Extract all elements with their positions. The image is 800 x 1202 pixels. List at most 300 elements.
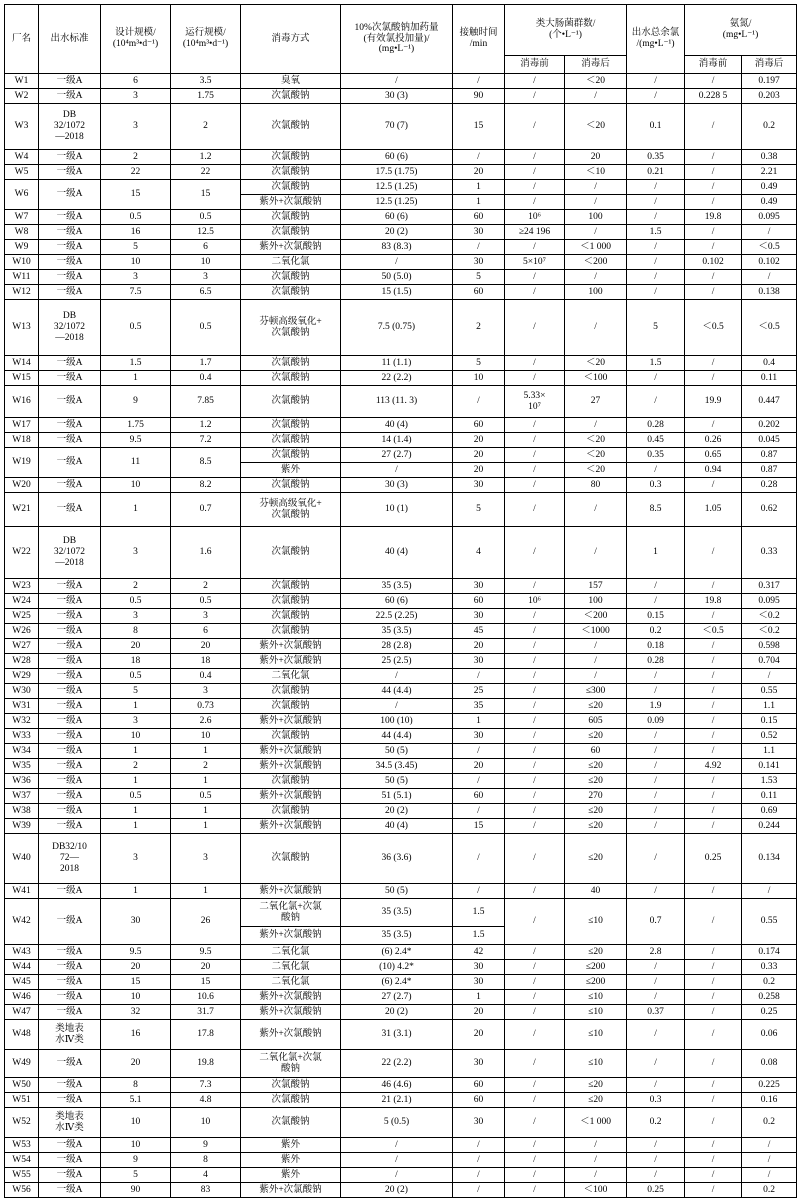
cell-coliform-after: ≤20 bbox=[565, 1093, 627, 1108]
cell-operating-scale: 0.5 bbox=[171, 594, 241, 609]
cell-operating-scale: 3 bbox=[171, 834, 241, 884]
cell-contact-time: / bbox=[453, 669, 505, 684]
cell-residual-chlorine: 1 bbox=[627, 527, 685, 579]
cell-disinfection-method: 次氯酸钠 bbox=[241, 448, 341, 463]
cell-design-scale: 20 bbox=[101, 960, 171, 975]
cell-plant: W32 bbox=[5, 714, 39, 729]
cell-operating-scale: 17.8 bbox=[171, 1020, 241, 1050]
cell-coliform-before: / bbox=[505, 493, 565, 527]
cell-contact-time: 1.5 bbox=[453, 899, 505, 927]
cell-design-scale: 8 bbox=[101, 624, 171, 639]
cell-disinfection-method: 紫外 bbox=[241, 1138, 341, 1153]
cell-plant: W16 bbox=[5, 386, 39, 418]
table-header-row bbox=[5, 5, 797, 56]
cell-standard: 一级A bbox=[39, 639, 101, 654]
cell-residual-chlorine: / bbox=[627, 240, 685, 255]
cell-contact-time: 90 bbox=[453, 89, 505, 104]
cell-ammonia-before: / bbox=[685, 774, 742, 789]
cell-contact-time: 25 bbox=[453, 684, 505, 699]
cell-coliform-before: ≥24 196 bbox=[505, 225, 565, 240]
cell-dosage: / bbox=[341, 699, 453, 714]
cell-ammonia-after: 0.598 bbox=[742, 639, 797, 654]
cell-contact-time: 30 bbox=[453, 225, 505, 240]
cell-residual-chlorine: / bbox=[627, 386, 685, 418]
cell-dosage: 11 (1.1) bbox=[341, 356, 453, 371]
header-design-scale-unit: (10⁴m³•d⁻¹) bbox=[112, 39, 159, 49]
cell-dosage: 40 (4) bbox=[341, 819, 453, 834]
cell-coliform-before: / bbox=[505, 1108, 565, 1138]
cell-disinfection-method: 次氯酸钠 bbox=[241, 478, 341, 493]
cell-standard: 一级A bbox=[39, 744, 101, 759]
cell-standard: 一级A bbox=[39, 1153, 101, 1168]
cell-ammonia-after: 2.21 bbox=[742, 165, 797, 180]
cell-design-scale: 6 bbox=[101, 74, 171, 89]
cell-coliform-before: / bbox=[505, 240, 565, 255]
cell-operating-scale: 10.6 bbox=[171, 990, 241, 1005]
cell-standard: DB 32/1072 —2018 bbox=[39, 527, 101, 579]
cell-dosage: 34.5 (3.45) bbox=[341, 759, 453, 774]
cell-operating-scale: 7.2 bbox=[171, 433, 241, 448]
table-row bbox=[5, 89, 797, 104]
cell-coliform-before: / bbox=[505, 609, 565, 624]
cell-residual-chlorine: / bbox=[627, 960, 685, 975]
cell-disinfection-method: 芬顿高级氧化+ 次氯酸钠 bbox=[241, 300, 341, 356]
cell-contact-time: 1 bbox=[453, 714, 505, 729]
cell-ammonia-before: / bbox=[685, 744, 742, 759]
cell-ammonia-before: / bbox=[685, 654, 742, 669]
cell-ammonia-after: 0.102 bbox=[742, 255, 797, 270]
cell-coliform-after: ＜20 bbox=[565, 356, 627, 371]
cell-standard: DB32/10 72— 2018 bbox=[39, 834, 101, 884]
cell-plant: W23 bbox=[5, 579, 39, 594]
cell-coliform-after: ＜1 000 bbox=[565, 240, 627, 255]
cell-coliform-before: / bbox=[505, 774, 565, 789]
cell-coliform-after: / bbox=[565, 493, 627, 527]
cell-coliform-after: ≤10 bbox=[565, 990, 627, 1005]
cell-coliform-before: 10⁶ bbox=[505, 210, 565, 225]
cell-dosage: 50 (5) bbox=[341, 884, 453, 899]
cell-plant: W9 bbox=[5, 240, 39, 255]
cell-plant: W53 bbox=[5, 1138, 39, 1153]
cell-operating-scale: 31.7 bbox=[171, 1005, 241, 1020]
table-row bbox=[5, 774, 797, 789]
cell-residual-chlorine: / bbox=[627, 74, 685, 89]
header-ammonia-before: 消毒前 bbox=[685, 56, 742, 74]
table-row bbox=[5, 150, 797, 165]
cell-design-scale: 1 bbox=[101, 699, 171, 714]
cell-plant: W52 bbox=[5, 1108, 39, 1138]
cell-residual-chlorine: / bbox=[627, 684, 685, 699]
cell-ammonia-before: / bbox=[685, 165, 742, 180]
cell-dosage: 46 (4.6) bbox=[341, 1078, 453, 1093]
cell-residual-chlorine: / bbox=[627, 759, 685, 774]
cell-residual-chlorine: 0.7 bbox=[627, 899, 685, 945]
cell-residual-chlorine: 0.18 bbox=[627, 639, 685, 654]
cell-plant: W1 bbox=[5, 74, 39, 89]
cell-dosage: 35 (3.5) bbox=[341, 579, 453, 594]
cell-ammonia-after: 0.33 bbox=[742, 960, 797, 975]
cell-ammonia-before: / bbox=[685, 74, 742, 89]
cell-plant: W25 bbox=[5, 609, 39, 624]
cell-disinfection-method: 次氯酸钠 bbox=[241, 270, 341, 285]
cell-design-scale: 3 bbox=[101, 714, 171, 729]
cell-standard: 一级A bbox=[39, 1005, 101, 1020]
cell-contact-time: / bbox=[453, 804, 505, 819]
cell-dosage: 60 (6) bbox=[341, 210, 453, 225]
table-row bbox=[5, 1050, 797, 1078]
cell-ammonia-after: 1.53 bbox=[742, 774, 797, 789]
cell-design-scale: 7.5 bbox=[101, 285, 171, 300]
table-row bbox=[5, 834, 797, 884]
cell-contact-time: 20 bbox=[453, 1020, 505, 1050]
cell-plant: W49 bbox=[5, 1050, 39, 1078]
cell-contact-time: 60 bbox=[453, 285, 505, 300]
cell-design-scale: 16 bbox=[101, 225, 171, 240]
cell-ammonia-before: 0.228 5 bbox=[685, 89, 742, 104]
cell-residual-chlorine: / bbox=[627, 789, 685, 804]
cell-coliform-after: ≤300 bbox=[565, 684, 627, 699]
cell-residual-chlorine: / bbox=[627, 463, 685, 478]
cell-ammonia-after: 0.49 bbox=[742, 195, 797, 210]
table-row bbox=[5, 386, 797, 418]
cell-operating-scale: 1.75 bbox=[171, 89, 241, 104]
cell-standard: 一级A bbox=[39, 1093, 101, 1108]
cell-ammonia-after: 0.258 bbox=[742, 990, 797, 1005]
header-contact-line2: /min bbox=[469, 39, 488, 49]
table-row bbox=[5, 639, 797, 654]
cell-standard: 一级A bbox=[39, 74, 101, 89]
cell-contact-time: / bbox=[453, 1168, 505, 1183]
cell-contact-time: 30 bbox=[453, 609, 505, 624]
cell-design-scale: 30 bbox=[101, 899, 171, 945]
cell-ammonia-before: / bbox=[685, 1153, 742, 1168]
cell-ammonia-after: 0.28 bbox=[742, 478, 797, 493]
cell-operating-scale: 8 bbox=[171, 1153, 241, 1168]
cell-contact-time: / bbox=[453, 1138, 505, 1153]
cell-coliform-before: / bbox=[505, 1138, 565, 1153]
cell-coliform-before: / bbox=[505, 819, 565, 834]
header-disinfection-method: 消毒方式 bbox=[241, 5, 341, 74]
cell-ammonia-after: 1.1 bbox=[742, 744, 797, 759]
table-row bbox=[5, 899, 797, 927]
cell-disinfection-method: 次氯酸钠 bbox=[241, 774, 341, 789]
cell-dosage: 30 (3) bbox=[341, 478, 453, 493]
cell-contact-time: 20 bbox=[453, 1005, 505, 1020]
table-body bbox=[5, 74, 797, 1198]
cell-plant: W7 bbox=[5, 210, 39, 225]
cell-contact-time: 30 bbox=[453, 654, 505, 669]
cell-design-scale: 0.5 bbox=[101, 594, 171, 609]
cell-operating-scale: 10 bbox=[171, 1108, 241, 1138]
cell-plant: W50 bbox=[5, 1078, 39, 1093]
cell-disinfection-method: 二氧化氯 bbox=[241, 945, 341, 960]
cell-disinfection-method: 紫外+次氯酸钠 bbox=[241, 240, 341, 255]
cell-coliform-before: / bbox=[505, 448, 565, 463]
cell-residual-chlorine: / bbox=[627, 1153, 685, 1168]
cell-disinfection-method: 次氯酸钠 bbox=[241, 180, 341, 195]
cell-coliform-after: / bbox=[565, 669, 627, 684]
cell-standard: 一级A bbox=[39, 150, 101, 165]
cell-ammonia-before: / bbox=[685, 579, 742, 594]
cell-standard: 一级A bbox=[39, 418, 101, 433]
cell-contact-time: 1 bbox=[453, 990, 505, 1005]
cell-residual-chlorine: / bbox=[627, 579, 685, 594]
cell-coliform-before: / bbox=[505, 74, 565, 89]
cell-ammonia-after: 0.06 bbox=[742, 1020, 797, 1050]
cell-coliform-before: / bbox=[505, 1050, 565, 1078]
cell-disinfection-method: 紫外+次氯酸钠 bbox=[241, 819, 341, 834]
cell-residual-chlorine: / bbox=[627, 744, 685, 759]
cell-design-scale: 1 bbox=[101, 493, 171, 527]
cell-design-scale: 9 bbox=[101, 386, 171, 418]
cell-coliform-before: / bbox=[505, 699, 565, 714]
cell-dosage: 15 (1.5) bbox=[341, 285, 453, 300]
cell-contact-time: 30 bbox=[453, 975, 505, 990]
header-coliform-line2: (个•L⁻¹) bbox=[549, 30, 582, 40]
header-contact-line1: 接触时间 bbox=[459, 28, 498, 39]
cell-coliform-after: / bbox=[565, 300, 627, 356]
cell-coliform-before: / bbox=[505, 1078, 565, 1093]
cell-standard: 一级A bbox=[39, 990, 101, 1005]
table-row bbox=[5, 448, 797, 463]
cell-standard: 一级A bbox=[39, 433, 101, 448]
cell-dosage: 17.5 (1.75) bbox=[341, 165, 453, 180]
cell-disinfection-method: 次氯酸钠 bbox=[241, 165, 341, 180]
cell-contact-time: 60 bbox=[453, 210, 505, 225]
cell-ammonia-before: / bbox=[685, 960, 742, 975]
cell-coliform-before: / bbox=[505, 1153, 565, 1168]
cell-ammonia-after: 0.38 bbox=[742, 150, 797, 165]
table-row bbox=[5, 285, 797, 300]
table-row bbox=[5, 884, 797, 899]
cell-ammonia-before: / bbox=[685, 180, 742, 195]
cell-residual-chlorine: 5 bbox=[627, 300, 685, 356]
cell-coliform-after: ＜20 bbox=[565, 104, 627, 150]
cell-standard: 类地表 水Ⅳ类 bbox=[39, 1108, 101, 1138]
header-operating-scale bbox=[171, 5, 241, 74]
cell-disinfection-method: 次氯酸钠 bbox=[241, 356, 341, 371]
cell-operating-scale: 4 bbox=[171, 1168, 241, 1183]
header-plant: 厂名 bbox=[5, 5, 39, 74]
cell-plant: W6 bbox=[5, 180, 39, 210]
cell-contact-time: / bbox=[453, 386, 505, 418]
cell-residual-chlorine: / bbox=[627, 834, 685, 884]
cell-ammonia-before: / bbox=[685, 1050, 742, 1078]
cell-residual-chlorine: / bbox=[627, 1138, 685, 1153]
cell-plant: W55 bbox=[5, 1168, 39, 1183]
cell-standard: 一级A bbox=[39, 609, 101, 624]
cell-operating-scale: 6.5 bbox=[171, 285, 241, 300]
cell-residual-chlorine: / bbox=[627, 990, 685, 1005]
cell-residual-chlorine: / bbox=[627, 884, 685, 899]
table-row bbox=[5, 165, 797, 180]
cell-dosage: 35 (3.5) bbox=[341, 624, 453, 639]
cell-operating-scale: 0.5 bbox=[171, 300, 241, 356]
cell-dosage: 36 (3.6) bbox=[341, 834, 453, 884]
cell-operating-scale: 1.2 bbox=[171, 150, 241, 165]
cell-disinfection-method: 次氯酸钠 bbox=[241, 527, 341, 579]
cell-plant: W31 bbox=[5, 699, 39, 714]
cell-contact-time: 20 bbox=[453, 448, 505, 463]
cell-dosage: (10) 4.2* bbox=[341, 960, 453, 975]
cell-plant: W36 bbox=[5, 774, 39, 789]
cell-contact-time: 1 bbox=[453, 195, 505, 210]
cell-coliform-after: / bbox=[565, 270, 627, 285]
cell-disinfection-method: 二氧化氯 bbox=[241, 975, 341, 990]
cell-ammonia-before: / bbox=[685, 714, 742, 729]
table-row bbox=[5, 729, 797, 744]
header-ammonia-line1: 氨氮/ bbox=[729, 19, 752, 30]
cell-dosage: 27 (2.7) bbox=[341, 448, 453, 463]
cell-ammonia-after: 0.202 bbox=[742, 418, 797, 433]
cell-coliform-after: ≤20 bbox=[565, 759, 627, 774]
cell-plant: W5 bbox=[5, 165, 39, 180]
cell-dosage: 7.5 (0.75) bbox=[341, 300, 453, 356]
cell-residual-chlorine: / bbox=[627, 819, 685, 834]
cell-coliform-after: ＜100 bbox=[565, 1183, 627, 1198]
cell-operating-scale: 15 bbox=[171, 975, 241, 990]
cell-coliform-after: / bbox=[565, 1138, 627, 1153]
cell-standard: DB 32/1072 —2018 bbox=[39, 104, 101, 150]
cell-coliform-after: / bbox=[565, 180, 627, 195]
cell-residual-chlorine: / bbox=[627, 774, 685, 789]
cell-ammonia-after: / bbox=[742, 1153, 797, 1168]
cell-operating-scale: 26 bbox=[171, 899, 241, 945]
cell-design-scale: 9 bbox=[101, 1153, 171, 1168]
cell-operating-scale: 0.5 bbox=[171, 789, 241, 804]
cell-residual-chlorine: / bbox=[627, 729, 685, 744]
cell-coliform-after: 60 bbox=[565, 744, 627, 759]
cell-design-scale: 9.5 bbox=[101, 433, 171, 448]
table-row bbox=[5, 975, 797, 990]
cell-plant: W35 bbox=[5, 759, 39, 774]
cell-residual-chlorine: / bbox=[627, 669, 685, 684]
cell-coliform-after: 100 bbox=[565, 285, 627, 300]
cell-plant: W3 bbox=[5, 104, 39, 150]
cell-contact-time: 5 bbox=[453, 270, 505, 285]
cell-disinfection-method: 次氯酸钠 bbox=[241, 371, 341, 386]
cell-standard: DB 32/1072 —2018 bbox=[39, 300, 101, 356]
cell-coliform-after: 100 bbox=[565, 594, 627, 609]
cell-standard: 一级A bbox=[39, 774, 101, 789]
cell-contact-time: 15 bbox=[453, 819, 505, 834]
cell-coliform-before: / bbox=[505, 714, 565, 729]
cell-coliform-before: / bbox=[505, 1020, 565, 1050]
cell-coliform-before: / bbox=[505, 165, 565, 180]
cell-standard: 一级A bbox=[39, 579, 101, 594]
cell-residual-chlorine: 0.35 bbox=[627, 448, 685, 463]
cell-residual-chlorine: / bbox=[627, 195, 685, 210]
cell-coliform-before: / bbox=[505, 624, 565, 639]
cell-plant: W8 bbox=[5, 225, 39, 240]
cell-coliform-after: ≤20 bbox=[565, 1078, 627, 1093]
cell-residual-chlorine: 0.15 bbox=[627, 609, 685, 624]
cell-disinfection-method: 次氯酸钠 bbox=[241, 729, 341, 744]
cell-ammonia-before: / bbox=[685, 899, 742, 945]
cell-disinfection-method: 次氯酸钠 bbox=[241, 433, 341, 448]
cell-ammonia-before: 0.65 bbox=[685, 448, 742, 463]
cell-design-scale: 1 bbox=[101, 819, 171, 834]
cell-disinfection-method: 紫外+次氯酸钠 bbox=[241, 654, 341, 669]
cell-contact-time: 35 bbox=[453, 699, 505, 714]
cell-coliform-after: ≤10 bbox=[565, 1050, 627, 1078]
cell-disinfection-method: 二氧化氯 bbox=[241, 960, 341, 975]
cell-dosage: 20 (2) bbox=[341, 225, 453, 240]
cell-ammonia-before: / bbox=[685, 990, 742, 1005]
cell-disinfection-method: 二氧化氯+次氯 酸钠 bbox=[241, 899, 341, 927]
cell-dosage: 50 (5.0) bbox=[341, 270, 453, 285]
cell-plant: W26 bbox=[5, 624, 39, 639]
cell-disinfection-method: 次氯酸钠 bbox=[241, 386, 341, 418]
table-row bbox=[5, 990, 797, 1005]
cell-ammonia-before: / bbox=[685, 240, 742, 255]
cell-contact-time: 5 bbox=[453, 356, 505, 371]
cell-disinfection-method: 次氯酸钠 bbox=[241, 418, 341, 433]
cell-contact-time: / bbox=[453, 1153, 505, 1168]
cell-design-scale: 0.5 bbox=[101, 669, 171, 684]
cell-dosage: / bbox=[341, 1138, 453, 1153]
cell-ammonia-before: / bbox=[685, 684, 742, 699]
table-row bbox=[5, 493, 797, 527]
cell-ammonia-after: 0.317 bbox=[742, 579, 797, 594]
cell-design-scale: 3 bbox=[101, 527, 171, 579]
cell-dosage: 22.5 (2.25) bbox=[341, 609, 453, 624]
cell-coliform-after: / bbox=[565, 654, 627, 669]
cell-operating-scale: 2 bbox=[171, 104, 241, 150]
cell-residual-chlorine: / bbox=[627, 1020, 685, 1050]
cell-standard: 一级A bbox=[39, 1183, 101, 1198]
cell-plant: W22 bbox=[5, 527, 39, 579]
cell-ammonia-after: 0.2 bbox=[742, 1108, 797, 1138]
cell-ammonia-before: / bbox=[685, 270, 742, 285]
table-row bbox=[5, 418, 797, 433]
cell-coliform-before: / bbox=[505, 356, 565, 371]
cell-residual-chlorine: 0.2 bbox=[627, 624, 685, 639]
cell-dosage: / bbox=[341, 463, 453, 478]
cell-operating-scale: 9.5 bbox=[171, 945, 241, 960]
cell-contact-time: 1.5 bbox=[453, 927, 505, 945]
table-row bbox=[5, 255, 797, 270]
cell-residual-chlorine: 0.25 bbox=[627, 1183, 685, 1198]
cell-disinfection-method: 次氯酸钠 bbox=[241, 89, 341, 104]
table-row bbox=[5, 371, 797, 386]
cell-coliform-before: / bbox=[505, 270, 565, 285]
cell-coliform-before: / bbox=[505, 1005, 565, 1020]
header-design-scale-line1: 设计规模/ bbox=[115, 28, 156, 39]
cell-standard: 一级A bbox=[39, 1050, 101, 1078]
cell-plant: W42 bbox=[5, 899, 39, 945]
table-row bbox=[5, 1093, 797, 1108]
cell-ammonia-before: 0.102 bbox=[685, 255, 742, 270]
cell-design-scale: 20 bbox=[101, 639, 171, 654]
cell-residual-chlorine: 1.9 bbox=[627, 699, 685, 714]
cell-ammonia-after: 0.095 bbox=[742, 210, 797, 225]
cell-dosage: 44 (4.4) bbox=[341, 729, 453, 744]
cell-standard: 一级A bbox=[39, 285, 101, 300]
cell-coliform-after: ＜1 000 bbox=[565, 1108, 627, 1138]
cell-dosage: 35 (3.5) bbox=[341, 899, 453, 927]
cell-plant: W39 bbox=[5, 819, 39, 834]
cell-dosage: 5 (0.5) bbox=[341, 1108, 453, 1138]
cell-dosage: 20 (2) bbox=[341, 1183, 453, 1198]
cell-contact-time: 4 bbox=[453, 527, 505, 579]
cell-standard: 一级A bbox=[39, 624, 101, 639]
cell-coliform-before: / bbox=[505, 945, 565, 960]
cell-coliform-after: ＜20 bbox=[565, 433, 627, 448]
cell-standard: 一级A bbox=[39, 699, 101, 714]
cell-ammonia-before: / bbox=[685, 527, 742, 579]
cell-plant: W43 bbox=[5, 945, 39, 960]
